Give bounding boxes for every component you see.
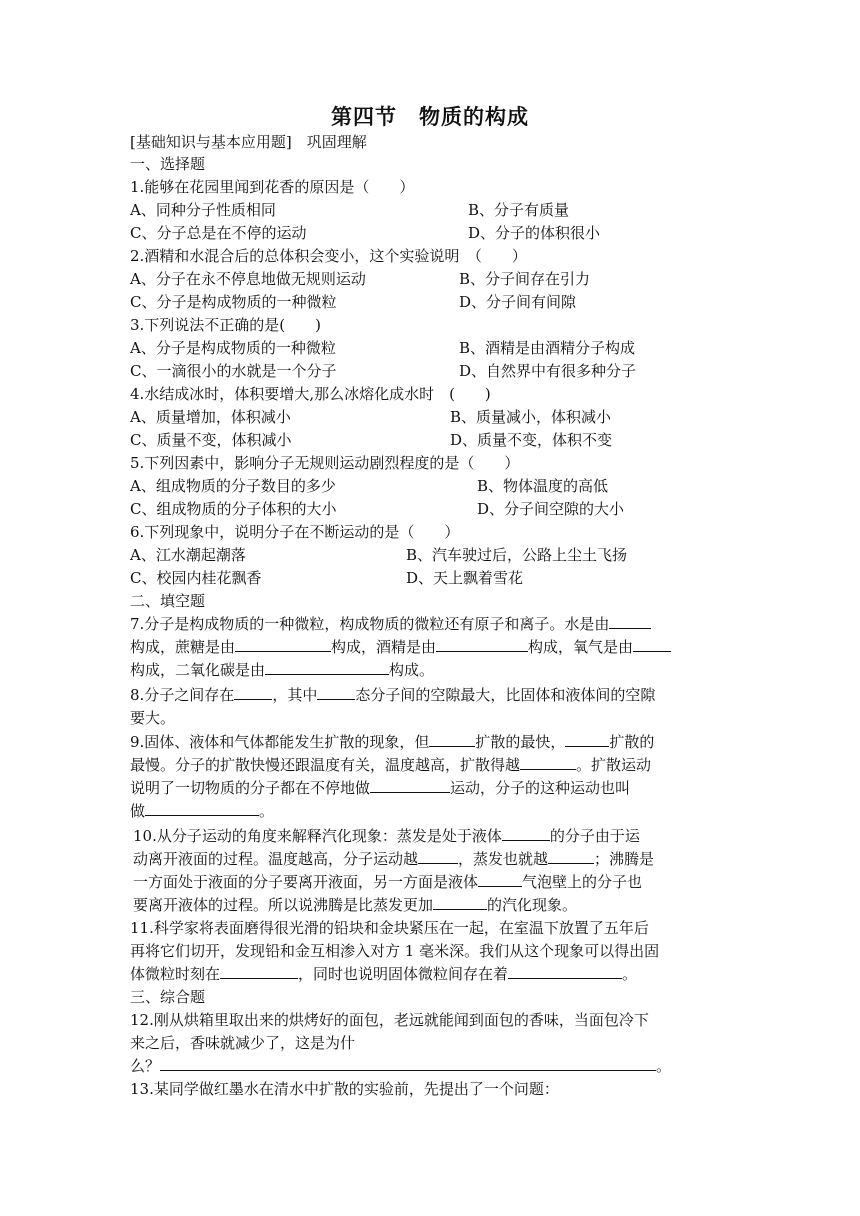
question-7-text: 构成，酒精是由 bbox=[331, 638, 437, 656]
part-heading-choice: 一、选择题 bbox=[130, 155, 206, 173]
question-9-line-1 bbox=[130, 731, 654, 753]
question-8-text: ，其中 bbox=[272, 686, 318, 704]
question-9-text: 做 bbox=[130, 802, 146, 820]
question-9-line-4 bbox=[130, 800, 274, 822]
question-9-text: 说明了一切物质的分子都在不停地做 bbox=[130, 779, 371, 797]
question-2-option-d: D、分子间有间隙 bbox=[459, 293, 577, 311]
question-8-text: 态分子间的空隙最大，比固体和液体间的空隙 bbox=[355, 686, 656, 704]
part-heading-comprehensive: 三、综合题 bbox=[130, 988, 206, 1006]
question-2-option-a: A、分子在永不停息地做无规则运动 bbox=[130, 270, 366, 288]
question-13-line-1: 13.某同学做红墨水在清水中扩散的实验前，先提出了一个问题： bbox=[130, 1080, 559, 1098]
answer-blank[interactable] bbox=[145, 800, 259, 816]
answer-blank[interactable] bbox=[436, 636, 528, 652]
question-7-line-1 bbox=[130, 613, 651, 635]
question-10-text: 的汽化现象。 bbox=[487, 896, 578, 914]
question-1-option-c: C、分子总是在不停的运动 bbox=[130, 224, 307, 242]
question-9-text: 。 bbox=[259, 802, 275, 820]
question-10-line-2 bbox=[133, 848, 654, 870]
question-1-option-a: A、同种分子性质相同 bbox=[130, 201, 276, 219]
question-2-stem: 2.酒精和水混合后的总体积会变小，这个实验说明 （ ） bbox=[130, 247, 527, 265]
question-2-option-c: C、分子是构成物质的一种微粒 bbox=[130, 293, 337, 311]
question-7-text: 构成，蔗糖是由 bbox=[130, 638, 236, 656]
question-3-option-d: D、自然界中有很多种分子 bbox=[459, 362, 637, 380]
page-title: 第四节 物质的构成 bbox=[331, 105, 529, 129]
question-7-line-2 bbox=[130, 636, 671, 658]
question-6-option-a: A、江水潮起潮落 bbox=[130, 546, 246, 564]
question-12-line-2: 来之后，香味就减少了，这是为什 bbox=[130, 1034, 356, 1052]
question-11-line-3 bbox=[130, 963, 637, 985]
answer-blank[interactable] bbox=[520, 754, 576, 770]
question-9-text: 9.固体、液体和气体都能发生扩散的现象，但 bbox=[130, 733, 430, 751]
answer-blank[interactable] bbox=[548, 848, 594, 864]
question-10-text: 要离开液体的过程。所以说沸腾是比蒸发更加 bbox=[133, 896, 434, 914]
question-6-option-d: D、天上飘着雪花 bbox=[406, 569, 524, 587]
question-1-option-b: B、分子有质量 bbox=[468, 201, 570, 219]
question-4-stem: 4.水结成冰时，体积要增大,那么冰熔化成水时 ( ) bbox=[130, 385, 491, 403]
question-7-text: 构成，二氧化碳是由 bbox=[130, 661, 266, 679]
question-11-line-1: 11.科学家将表面磨得很光滑的铅块和金块紧压在一起，在室温下放置了五年后 bbox=[130, 919, 649, 937]
question-2-option-b: B、分子间存在引力 bbox=[459, 270, 591, 288]
question-10-text: ；沸腾是 bbox=[594, 850, 655, 868]
answer-blank[interactable] bbox=[160, 1055, 656, 1071]
answer-blank[interactable] bbox=[508, 963, 622, 979]
part-heading-fill: 二、填空题 bbox=[130, 592, 206, 610]
question-10-line-4 bbox=[133, 894, 577, 916]
question-4-option-d: D、质量不变，体积不变 bbox=[450, 431, 613, 449]
question-11-text: 。 bbox=[622, 965, 638, 983]
question-9-line-3 bbox=[130, 777, 630, 799]
question-10-line-1 bbox=[133, 825, 640, 847]
answer-blank[interactable] bbox=[433, 894, 487, 910]
answer-blank[interactable] bbox=[235, 636, 331, 652]
question-10-text: 气泡壁上的分子也 bbox=[522, 873, 643, 891]
question-7-line-3 bbox=[130, 659, 434, 681]
question-11-text: 体微粒时刻在 bbox=[130, 965, 221, 983]
question-10-text: 10.从分子运动的角度来解释汽化现象：蒸发是处于液体 bbox=[133, 827, 502, 845]
question-5-option-b: B、物体温度的高低 bbox=[477, 477, 609, 495]
answer-blank[interactable] bbox=[370, 777, 450, 793]
answer-blank[interactable] bbox=[317, 684, 355, 700]
question-4-option-c: C、质量不变，体积减小 bbox=[130, 431, 292, 449]
answer-blank[interactable] bbox=[265, 659, 389, 675]
question-3-option-c: C、一滴很小的水就是一个分子 bbox=[130, 362, 337, 380]
question-1-stem: 1.能够在花园里闻到花香的原因是（ ） bbox=[130, 178, 415, 196]
question-10-line-3 bbox=[133, 871, 642, 893]
question-9-text: 。扩散运动 bbox=[576, 756, 652, 774]
answer-blank[interactable] bbox=[502, 825, 550, 841]
question-12-text: 。 bbox=[656, 1057, 672, 1075]
question-11-text: ，同时也说明固体微粒间存在着 bbox=[298, 965, 509, 983]
section-header: [基础知识与基本应用题] 巩固理解 bbox=[130, 133, 367, 151]
question-8-text: 8.分子之间存在 bbox=[130, 686, 235, 704]
question-3-option-a: A、分子是构成物质的一种微粒 bbox=[130, 339, 336, 357]
question-9-text: 扩散的 bbox=[609, 733, 655, 751]
answer-blank[interactable] bbox=[478, 871, 522, 887]
answer-blank[interactable] bbox=[429, 731, 475, 747]
question-5-option-c: C、组成物质的分子体积的大小 bbox=[130, 500, 337, 518]
question-8-line-1 bbox=[130, 684, 655, 706]
question-4-option-a: A、质量增加，体积减小 bbox=[130, 408, 291, 426]
question-10-text: 的分子由于运 bbox=[549, 827, 640, 845]
answer-blank[interactable] bbox=[633, 636, 671, 652]
question-9-text: 最慢。分子的扩散快慢还跟温度有关，温度越高，扩散得越 bbox=[130, 756, 521, 774]
question-5-option-a: A、组成物质的分子数目的多少 bbox=[130, 477, 336, 495]
question-7-text: 7.分子是构成物质的一种微粒，构成物质的微粒还有原子和离子。水是由 bbox=[130, 615, 610, 633]
question-6-option-b: B、汽车驶过后，公路上尘土飞扬 bbox=[406, 546, 628, 564]
question-5-stem: 5.下列因素中，影响分子无规则运动剧烈程度的是（ ） bbox=[130, 454, 520, 472]
question-5-option-d: D、分子间空隙的大小 bbox=[477, 500, 625, 518]
question-9-line-2 bbox=[130, 754, 651, 776]
answer-blank[interactable] bbox=[220, 963, 298, 979]
question-6-stem: 6.下列现象中，说明分子在不断运动的是（ ） bbox=[130, 523, 460, 541]
question-3-option-b: B、酒精是由酒精分子构成 bbox=[459, 339, 636, 357]
answer-blank[interactable] bbox=[418, 848, 458, 864]
answer-blank[interactable] bbox=[609, 613, 651, 629]
question-12-text: 么？ bbox=[130, 1057, 161, 1075]
question-10-text: 动离开液面的过程。温度越高，分子运动越 bbox=[133, 850, 419, 868]
question-9-text: 扩散的最快， bbox=[475, 733, 566, 751]
question-11-line-2: 再将它们切开，发现铅和金互相渗入对方 1 毫米深。我们从这个现象可以得出固 bbox=[130, 942, 660, 960]
question-1-option-d: D、分子的体积很小 bbox=[468, 224, 601, 242]
question-4-option-b: B、质量减小，体积减小 bbox=[450, 408, 612, 426]
answer-blank[interactable] bbox=[565, 731, 609, 747]
question-12-line-1: 12.刚从烘箱里取出来的烘烤好的面包，老远就能闻到面包的香味，当面包冷下 bbox=[130, 1011, 649, 1029]
question-6-option-c: C、校园内桂花飘香 bbox=[130, 569, 262, 587]
question-10-text: ，蒸发也就越 bbox=[458, 850, 549, 868]
question-3-stem: 3.下列说法不正确的是( ) bbox=[130, 316, 322, 334]
question-9-text: 运动，分子的这种运动也叫 bbox=[450, 779, 631, 797]
question-7-text: 构成，氧气是由 bbox=[528, 638, 634, 656]
question-8-line-2: 要大。 bbox=[130, 709, 176, 727]
question-10-text: 一方面处于液面的分子要离开液面，另一方面是液体 bbox=[133, 873, 479, 891]
question-12-line-3 bbox=[130, 1055, 671, 1077]
answer-blank[interactable] bbox=[234, 684, 272, 700]
question-7-text: 构成。 bbox=[389, 661, 435, 679]
